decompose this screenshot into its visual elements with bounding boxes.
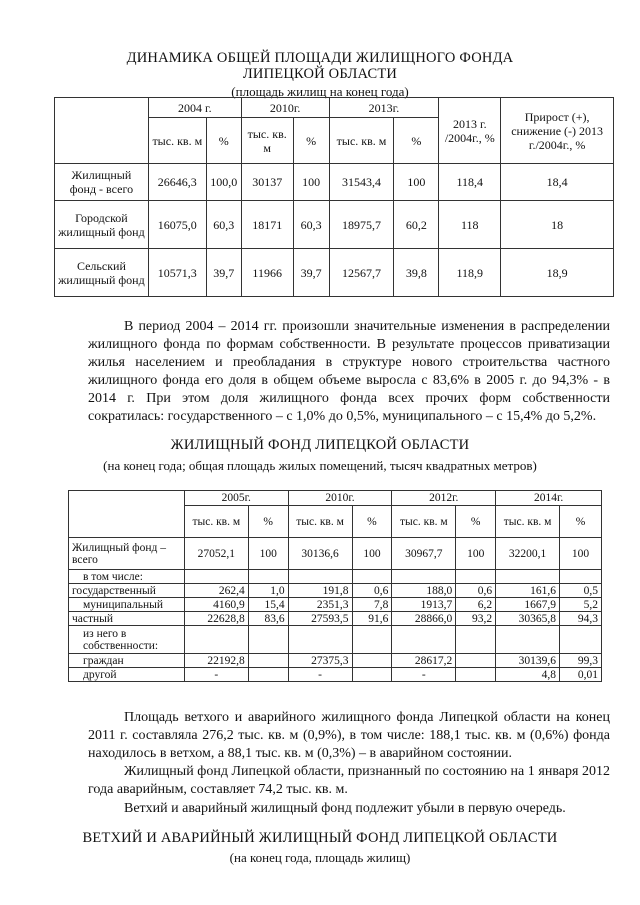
row-label: Жилищный фонд - всего	[55, 164, 149, 201]
cell: 18,9	[501, 249, 614, 297]
cell: 27052,1	[184, 538, 248, 570]
table1-subtitle: (площадь жилищ на конец года)	[231, 84, 409, 99]
cell: 0,5	[560, 584, 602, 598]
header-empty-cell	[55, 98, 149, 164]
row-label: из него в собственности:	[69, 626, 185, 654]
section3-title: ВЕТХИЙ И АВАРИЙНЫЙ ЖИЛИЩНЫЙ ФОНД ЛИПЕЦКОЙ ОБЛАСТИ	[82, 830, 558, 846]
cell: 39,7	[293, 249, 329, 297]
pct-header: %	[352, 506, 392, 538]
row-label: государственный	[69, 584, 185, 598]
table2-title: ЖИЛИЩНЫЙ ФОНД ЛИПЕЦКОЙ ОБЛАСТИ	[170, 437, 470, 453]
cell: 100	[352, 538, 392, 570]
table-row	[69, 626, 602, 654]
table-row	[69, 654, 602, 668]
cell: 60,3	[206, 201, 241, 249]
emergency-housing-paragraph: Жилищный фонд Липецкой области, признанный по состоянию на 1 января 2012 года аварийным, составляет 74,2 тыс. кв. м.	[88, 764, 610, 797]
cell: -	[184, 668, 248, 682]
unit-header: тыс. кв. м	[392, 506, 456, 538]
cell: 1,0	[248, 584, 288, 598]
cell: 18171	[241, 201, 293, 249]
row-label: в том числе:	[69, 570, 185, 584]
table-row	[69, 584, 602, 598]
cell: 6,2	[456, 598, 496, 612]
year-header: 2010г.	[288, 491, 392, 506]
cell: -	[288, 668, 352, 682]
cell: 0,6	[352, 584, 392, 598]
cell: -	[392, 668, 456, 682]
table-row	[55, 164, 614, 201]
cell: 10571,3	[148, 249, 206, 297]
cell	[456, 654, 496, 668]
cell: 83,6	[248, 612, 288, 626]
cell: 93,2	[456, 612, 496, 626]
year-header: 2005г.	[184, 491, 288, 506]
cell: 16075,0	[148, 201, 206, 249]
cell: 4160,9	[184, 598, 248, 612]
cell: 60,3	[293, 201, 329, 249]
cell: 100	[560, 538, 602, 570]
pct-header: %	[394, 118, 439, 164]
pct-header: %	[560, 506, 602, 538]
cell: 7,8	[352, 598, 392, 612]
year-header: 2013г.	[329, 98, 439, 118]
cell: 31543,4	[329, 164, 394, 201]
cell: 30137	[241, 164, 293, 201]
cell: 11966	[241, 249, 293, 297]
cell: 100,0	[206, 164, 241, 201]
cell: 118,9	[439, 249, 501, 297]
table-row	[69, 538, 602, 570]
row-label: муниципальный	[69, 598, 185, 612]
growth-header: Прирост (+), снижение (-) 2013 г./2004г., %	[501, 98, 614, 164]
cell: 0,6	[456, 584, 496, 598]
table1-title-line1: ДИНАМИКА ОБЩЕЙ ПЛОЩАДИ ЖИЛИЩНОГО ФОНДА	[126, 50, 514, 66]
unit-header: тыс. кв. м	[496, 506, 560, 538]
cell: 4,8	[496, 668, 560, 682]
year-header: 2010г.	[241, 98, 329, 118]
cell	[352, 668, 392, 682]
pct-header: %	[206, 118, 241, 164]
cell	[456, 668, 496, 682]
table1-title-line2: ЛИПЕЦКОЙ ОБЛАСТИ	[242, 66, 398, 82]
table-row	[69, 570, 602, 584]
cell: 28617,2	[392, 654, 456, 668]
housing-stock-table	[68, 490, 602, 682]
row-label: граждан	[69, 654, 185, 668]
year-header: 2014г.	[496, 491, 602, 506]
cell: 118	[439, 201, 501, 249]
unit-header: тыс. кв. м	[184, 506, 248, 538]
row-label: другой	[69, 668, 185, 682]
cell: 27375,3	[288, 654, 352, 668]
cell: 30365,8	[496, 612, 560, 626]
ownership-change-paragraph: В период 2004 – 2014 гг. произошли значительные изменения в распределении жилищного фонда по формам собственности. В результате процессов приватизации жилья населением и преобладания в структуре нового строительства частного жилищного фонда его доля в общем объеме выросла с 83,6% в 2005 г. до 94,3% - в 2014 г. При этом доля жилищного фонда всех прочих форм собственности сократилась: государственного – с 1,0% до 0,5%, муниципального – с 15,4% до 5,2%.	[88, 319, 610, 424]
cell	[352, 654, 392, 668]
cell: 32200,1	[496, 538, 560, 570]
cell: 28866,0	[392, 612, 456, 626]
cell: 2351,3	[288, 598, 352, 612]
table-row	[69, 612, 602, 626]
cell: 188,0	[392, 584, 456, 598]
cell: 22192,8	[184, 654, 248, 668]
dilapidated-area-paragraph: Площадь ветхого и аварийного жилищного фонда Липецкой области на конец 2011 г. составляла 276,2 тыс. кв. м (0,9%), в том числе: 188,1 тыс. кв. м (0,6%) фонда находилось в ветхом, а 88,1 тыс. кв. м (0,3%) – в аварийном состоянии.	[88, 710, 610, 761]
year-header: 2004 г.	[148, 98, 241, 118]
cell: 99,3	[560, 654, 602, 668]
unit-header: тыс. кв. м	[329, 118, 394, 164]
cell: 94,3	[560, 612, 602, 626]
cell: 91,6	[352, 612, 392, 626]
cell: 18975,7	[329, 201, 394, 249]
row-label: частный	[69, 612, 185, 626]
cell: 60,2	[394, 201, 439, 249]
cell: 0,01	[560, 668, 602, 682]
pct-header: %	[456, 506, 496, 538]
disposal-priority-paragraph: Ветхий и аварийный жилищный фонд подлежит убыли в первую очередь.	[124, 801, 566, 816]
cell: 39,7	[206, 249, 241, 297]
cell: 262,4	[184, 584, 248, 598]
cell: 22628,8	[184, 612, 248, 626]
header-empty-cell	[69, 491, 185, 538]
cell: 118,4	[439, 164, 501, 201]
cell: 18	[501, 201, 614, 249]
cell: 27593,5	[288, 612, 352, 626]
cell: 15,4	[248, 598, 288, 612]
unit-header: тыс. кв. м	[288, 506, 352, 538]
pct-header: %	[248, 506, 288, 538]
cell: 191,8	[288, 584, 352, 598]
cell: 100	[456, 538, 496, 570]
year-header: 2012г.	[392, 491, 496, 506]
cell: 100	[394, 164, 439, 201]
cell	[248, 654, 288, 668]
section3-subtitle: (на конец года, площадь жилищ)	[229, 850, 411, 865]
cell: 18,4	[501, 164, 614, 201]
table2-subtitle: (на конец года; общая площадь жилых помещений, тысяч квадратных метров)	[103, 458, 537, 473]
ratio-header: 2013 г. /2004г., %	[439, 98, 501, 164]
cell: 30967,7	[392, 538, 456, 570]
cell: 5,2	[560, 598, 602, 612]
cell: 12567,7	[329, 249, 394, 297]
row-label: Сельский жилищный фонд	[55, 249, 149, 297]
cell: 39,8	[394, 249, 439, 297]
cell: 26646,3	[148, 164, 206, 201]
cell: 161,6	[496, 584, 560, 598]
table-row	[55, 201, 614, 249]
row-label: Городской жилищный фонд	[55, 201, 149, 249]
cell: 1913,7	[392, 598, 456, 612]
unit-header: тыс. кв. м	[148, 118, 206, 164]
housing-area-dynamics-table	[54, 97, 614, 297]
cell	[248, 668, 288, 682]
table-row	[55, 249, 614, 297]
unit-header: тыс. кв. м	[241, 118, 293, 164]
table-row	[69, 668, 602, 682]
cell: 100	[293, 164, 329, 201]
table-row	[69, 598, 602, 612]
cell: 100	[248, 538, 288, 570]
cell: 1667,9	[496, 598, 560, 612]
pct-header: %	[293, 118, 329, 164]
row-label: Жилищный фонд – всего	[69, 538, 185, 570]
cell: 30136,6	[288, 538, 352, 570]
cell: 30139,6	[496, 654, 560, 668]
